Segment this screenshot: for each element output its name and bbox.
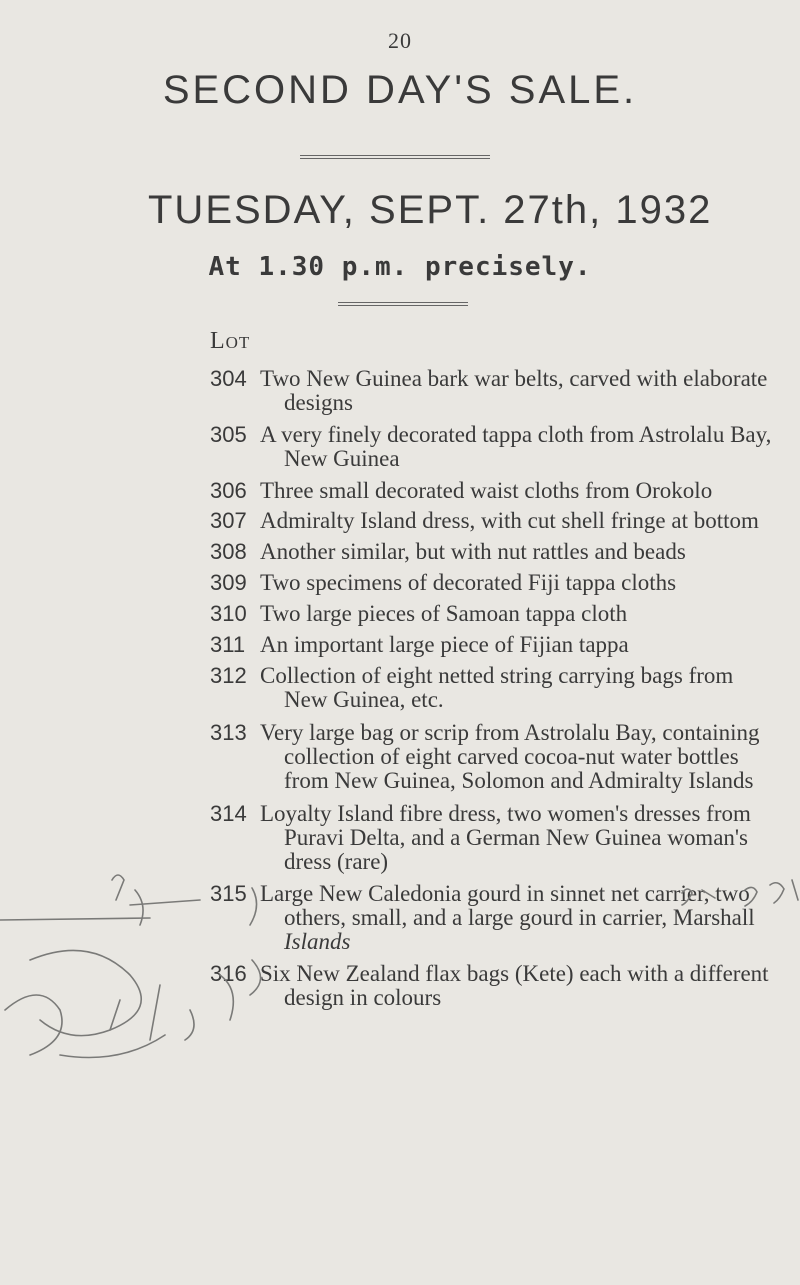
lot-description: Very large bag or scrip from Astrolalu Bay, containing collection of eight carved cocoa-nut water bottles from New Guinea, Solomon and Admiralty Islands [260, 720, 760, 793]
lot-number: 307 [210, 508, 247, 533]
lot-number: 304 [210, 366, 247, 391]
lot-description: Admiralty Island dress, with cut shell fringe at bottom [260, 508, 759, 533]
lot-description: Two large pieces of Samoan tappa cloth [260, 601, 628, 626]
lot-description: Two specimens of decorated Fiji tappa cloths [260, 570, 677, 595]
lot-number: 308 [210, 539, 247, 564]
lot-number: 313 [210, 720, 247, 745]
lot-number: 309 [210, 570, 247, 595]
lot-description: Two New Guinea bark war belts, carved with elaborate designs [260, 366, 768, 415]
lot-description: An important large piece of Fijian tappa [260, 632, 629, 657]
lot-description: Six New Zealand flax bags (Kete) each with a different design in colours [260, 961, 769, 1010]
lot-description: Another similar, but with nut rattles and beads [260, 539, 686, 564]
lot-number: 312 [210, 663, 247, 688]
lot-column-header: Lot [210, 328, 251, 354]
lot-number: 305 [210, 422, 247, 447]
lot-number: 310 [210, 601, 247, 626]
sale-time: At 1.30 p.m. precisely. [208, 252, 592, 282]
lot-description: Collection of eight netted string carrying bags from New Guinea, etc. [260, 663, 734, 712]
lot-number: 315 [210, 881, 247, 906]
lot-number: 316 [210, 961, 247, 986]
lot-description: Large New Caledonia gourd in sinnet net carrier, two others, small, and a large gourd in carrier, Marshall Islands [260, 881, 755, 954]
lot-number: 314 [210, 801, 247, 826]
lot-description: A very finely decorated tappa cloth from Astrolalu Bay, New Guinea [260, 422, 772, 471]
lot-number: 306 [210, 478, 247, 503]
lot-number: 311 [210, 632, 246, 657]
sale-date: TUESDAY, SEPT. 27th, 1932 [148, 188, 713, 232]
lot-description: Loyalty Island fibre dress, two women's dresses from Puravi Delta, and a German New Guinea woman's dress (rare) [260, 801, 751, 874]
page-number: 20 [388, 28, 412, 53]
lot-description: Three small decorated waist cloths from Orokolo [260, 478, 713, 503]
sale-title: SECOND DAY'S SALE. [162, 68, 638, 112]
